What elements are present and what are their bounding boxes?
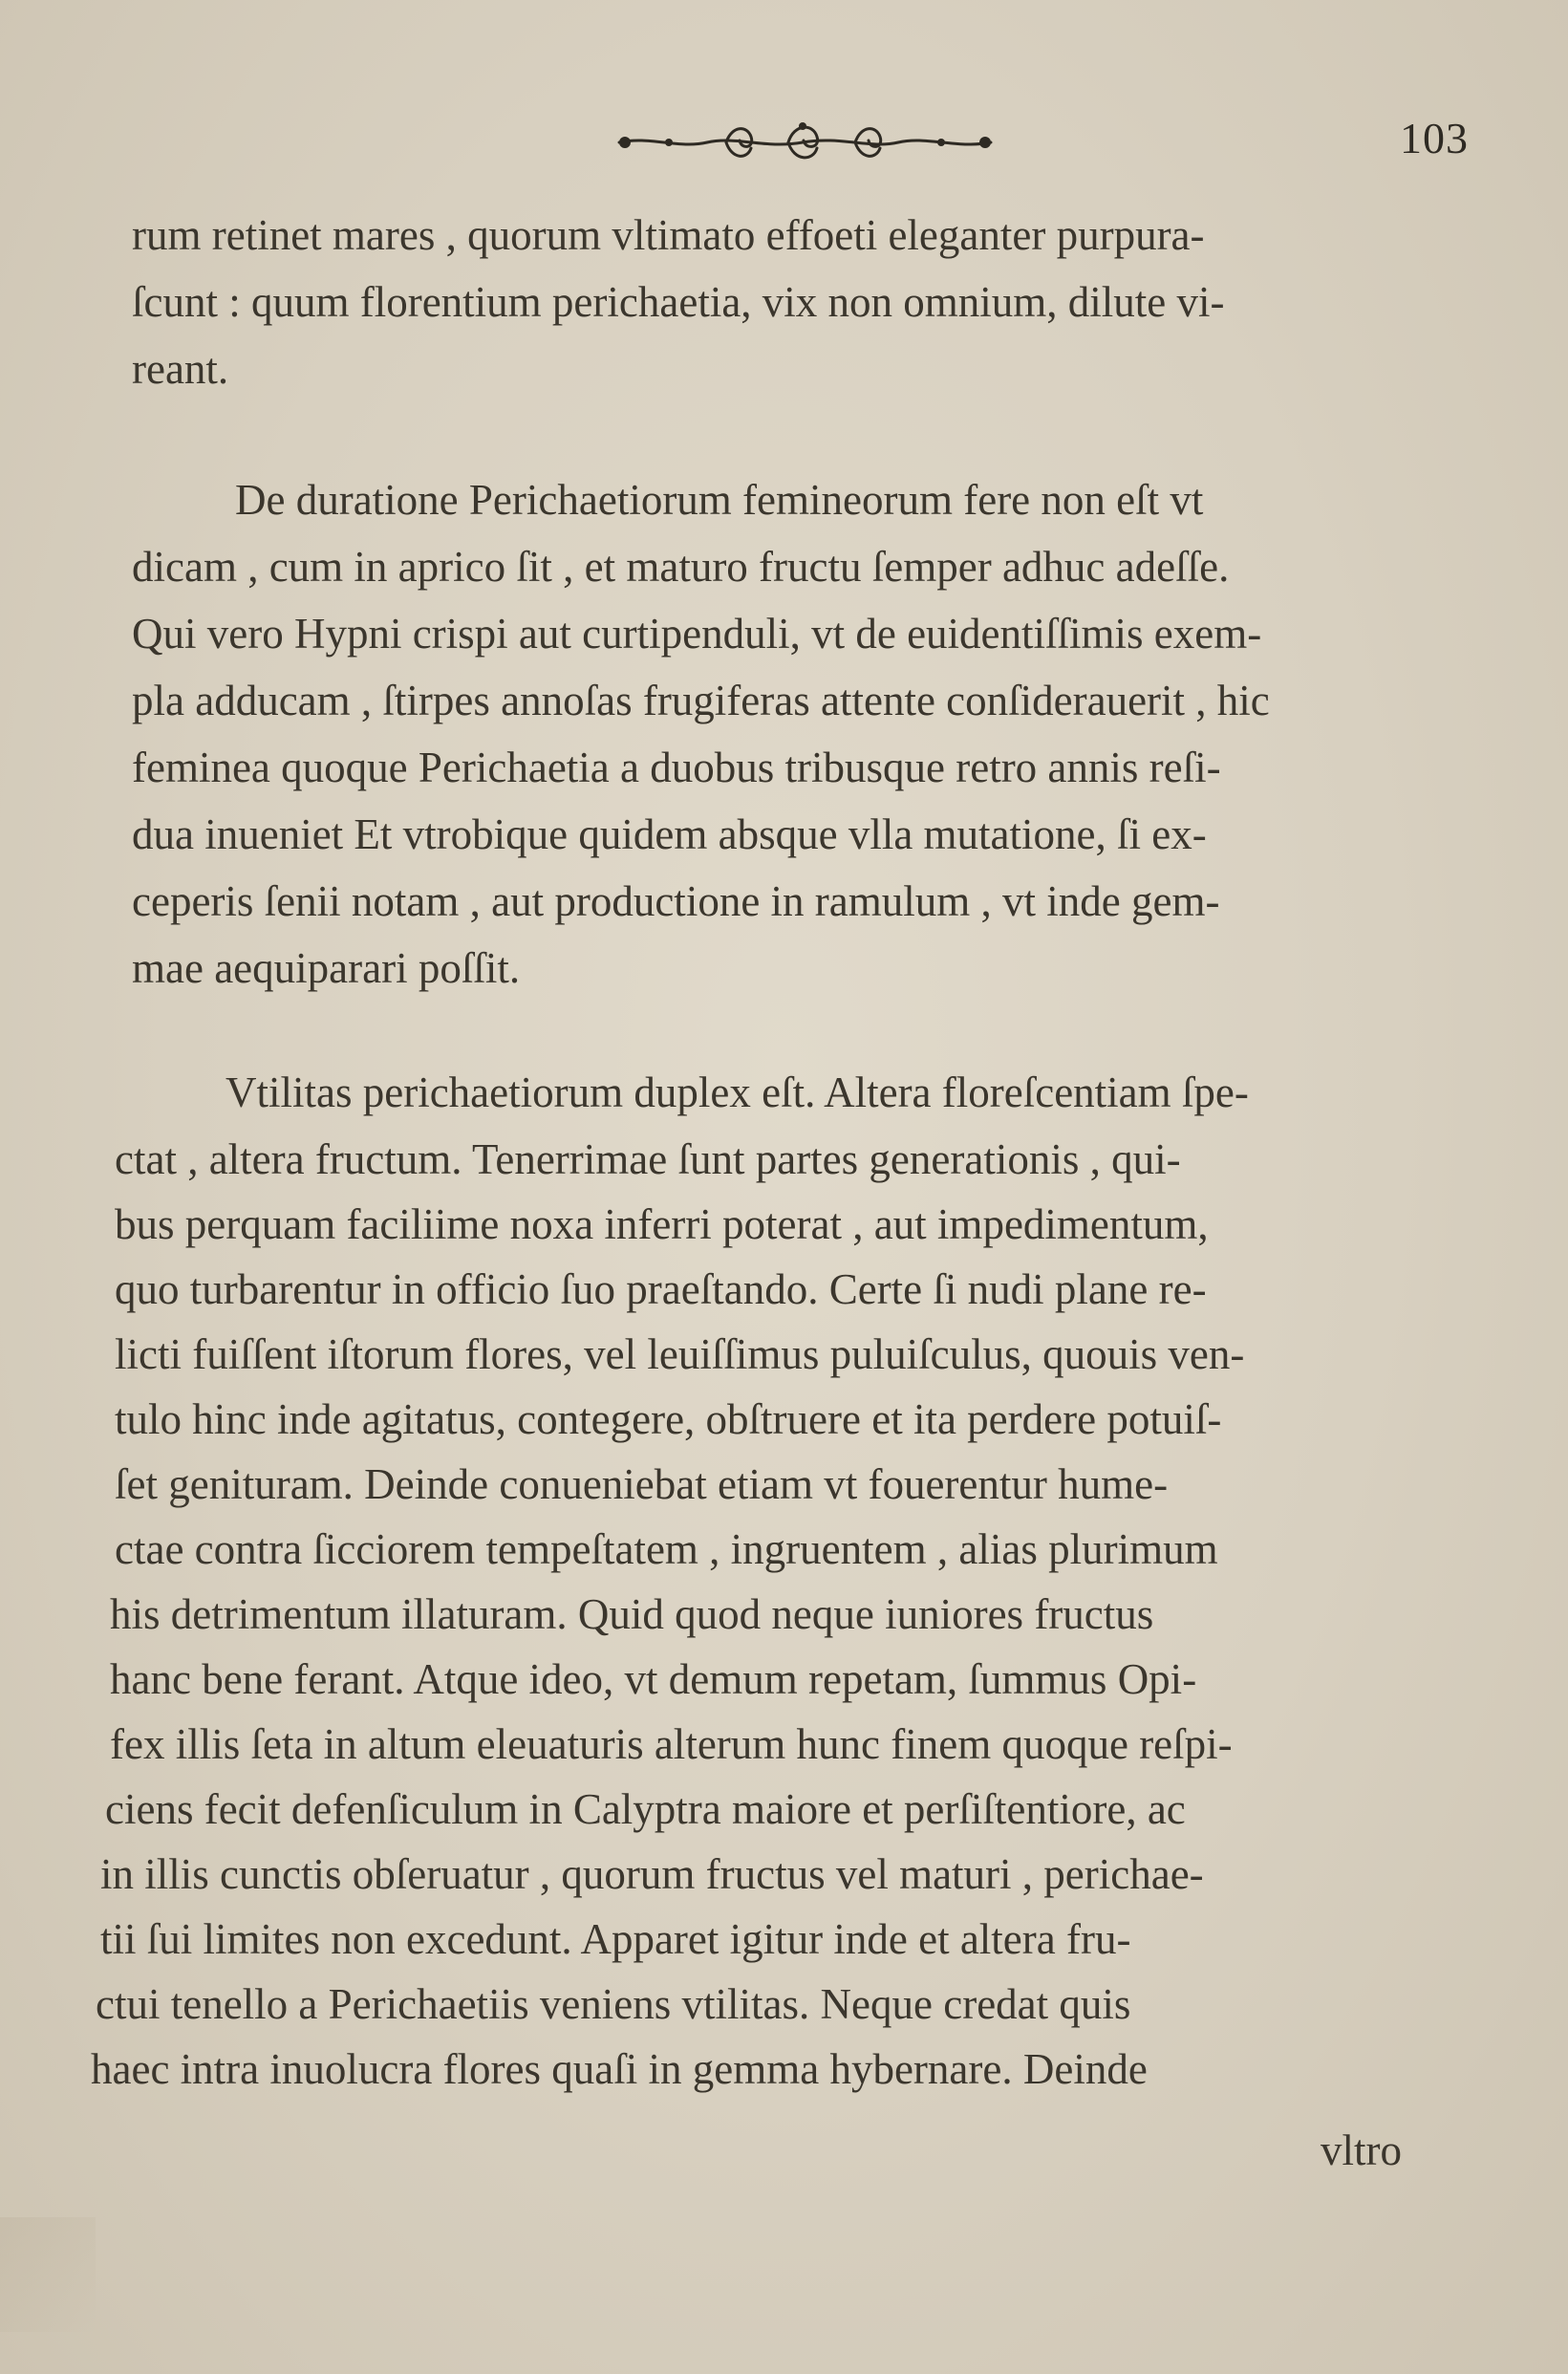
paper-stain xyxy=(0,2217,96,2332)
text-line: fex illis ſeta in altum eleuaturis alterum hunc finem quoque reſpi- xyxy=(110,1720,1233,1768)
text-line: hanc bene ferant. Atque ideo, vt demum repetam, ſummus Opi- xyxy=(110,1655,1197,1703)
text-line: quo turbarentur in officio ſuo praeſtando. Certe ſi nudi plane re- xyxy=(115,1265,1207,1313)
text-line: Qui vero Hypni crispi aut curtipenduli, vt de euidentiſſimis exem- xyxy=(132,610,1262,658)
text-line: tii ſui limites non excedunt. Apparet igitur inde et altera fru- xyxy=(100,1915,1131,1963)
text-line: dua inueniet Et vtrobique quidem absque vlla mutatione, ſi ex- xyxy=(132,810,1207,858)
text-line: ctui tenello a Perichaetiis veniens vtilitas. Neque credat quis xyxy=(96,1980,1131,2028)
catchword: vltro xyxy=(1321,2126,1402,2174)
text-line: dicam , cum in aprico ſit , et maturo fructu ſemper adhuc adeſſe. xyxy=(132,543,1230,591)
text-line: ctat , altera fructum. Tenerrimae ſunt partes generationis , qui- xyxy=(115,1135,1181,1183)
text-line: his detrimentum illaturam. Quid quod neque iuniores fructus xyxy=(110,1590,1154,1638)
text-line: in illis cunctis obſeruatur , quorum fructus vel maturi , perichae- xyxy=(100,1850,1204,1898)
text-line: bus perquam faciliime noxa inferri poterat , aut impedimentum, xyxy=(115,1200,1209,1248)
text-line: De duratione Perichaetiorum femineorum fere non eſt vt xyxy=(235,476,1204,524)
text-line: mae aequiparari poſſit. xyxy=(132,944,521,992)
text-line: haec intra inuolucra flores quaſi in gemma hybernare. Deinde xyxy=(91,2045,1148,2093)
text-line: reant. xyxy=(132,345,229,393)
text-line: ſcunt : quum florentium perichaetia, vix non omnium, dilute vi- xyxy=(132,278,1225,326)
text-line: feminea quoque Perichaetia a duobus tribusque retro annis reſi- xyxy=(132,744,1221,791)
text-line: Vtilitas perichaetiorum duplex eſt. Altera floreſcentiam ſpe- xyxy=(226,1068,1249,1116)
text-line: rum retinet mares , quorum vltimato effoeti eleganter purpura- xyxy=(132,211,1205,259)
printers-ornament-icon xyxy=(612,113,999,172)
page-number: 103 xyxy=(1400,114,1469,162)
text-line: licti fuiſſent iſtorum flores, vel leuiſſimus puluiſculus, quouis ven- xyxy=(115,1330,1245,1378)
text-line: ciens fecit defenſiculum in Calyptra maiore et perſiſtentiore, ac xyxy=(105,1785,1186,1833)
text-line: tulo hinc inde agitatus, contegere, obſtruere et ita perdere potuiſ- xyxy=(115,1395,1222,1443)
text-line: ctae contra ſicciorem tempeſtatem , ingruentem , alias plurimum xyxy=(115,1525,1218,1573)
text-line: pla adducam , ſtirpes annoſas frugiferas attente conſiderauerit , hic xyxy=(132,677,1270,724)
text-line: ceperis ſenii notam , aut productione in ramulum , vt inde gem- xyxy=(132,877,1220,925)
text-line: ſet genituram. Deinde conueniebat etiam vt fouerentur hume- xyxy=(115,1460,1169,1508)
